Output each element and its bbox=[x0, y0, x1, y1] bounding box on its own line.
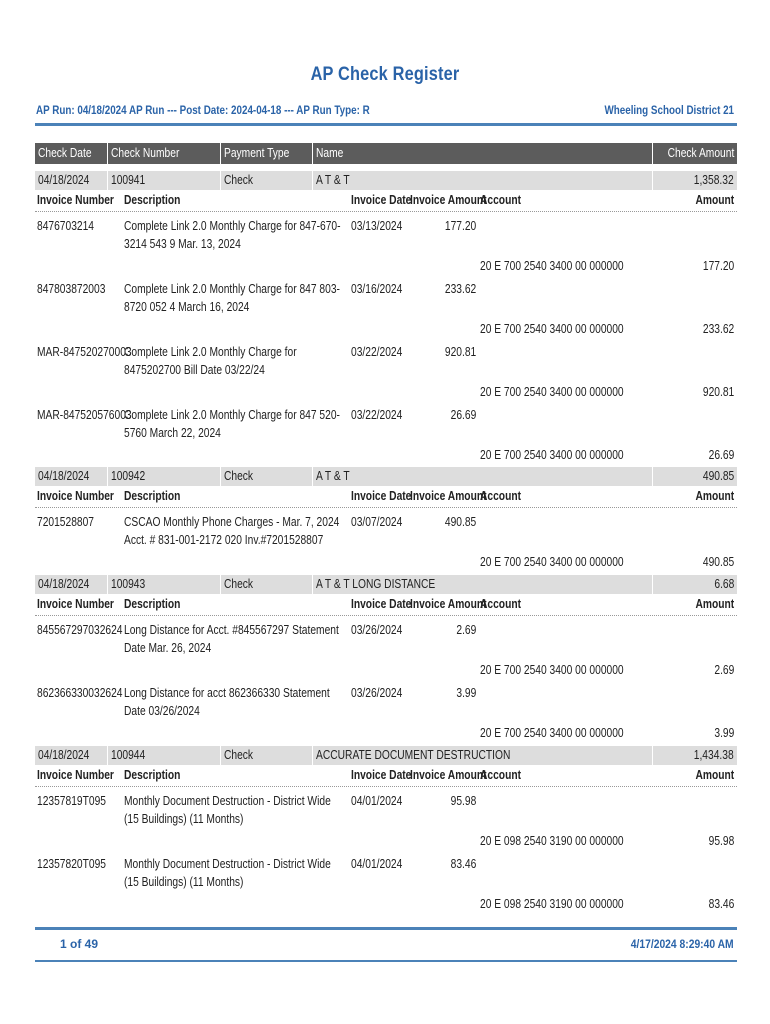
check-number: 100943 bbox=[111, 577, 146, 591]
check-amount: 1,434.38 bbox=[694, 748, 734, 762]
invoice-amount: 95.98 bbox=[450, 794, 476, 808]
header-divider bbox=[35, 507, 737, 508]
invoice-amount-header: Invoice Amount bbox=[410, 597, 487, 611]
invoice-date-header: Invoice Date bbox=[351, 193, 412, 207]
col-separator bbox=[220, 467, 221, 486]
invoice-amount: 26.69 bbox=[450, 408, 476, 422]
invoice-date: 03/16/2024 bbox=[351, 282, 403, 296]
header-divider bbox=[35, 615, 737, 616]
payee-name: A T & T bbox=[316, 469, 350, 483]
check-row bbox=[35, 171, 737, 190]
invoice-number: 12357819T095 bbox=[37, 794, 106, 808]
invoice-date: 03/07/2024 bbox=[351, 515, 403, 529]
line-amount: 233.62 bbox=[702, 322, 734, 336]
invoice-number: 845567297032624 bbox=[37, 623, 123, 637]
invoice-number-header: Invoice Number bbox=[37, 768, 114, 782]
account-code: 20 E 700 2540 3400 00 000000 bbox=[480, 726, 624, 740]
invoice-date: 03/26/2024 bbox=[351, 686, 403, 700]
amount-header: Amount bbox=[695, 768, 734, 782]
account-code: 20 E 700 2540 3400 00 000000 bbox=[480, 448, 624, 462]
check-number: 100942 bbox=[111, 469, 146, 483]
header-divider bbox=[35, 786, 737, 787]
line-amount: 177.20 bbox=[702, 259, 734, 273]
line-amount: 2.69 bbox=[714, 663, 734, 677]
payee-name: A T & T LONG DISTANCE bbox=[316, 577, 436, 591]
check-date: 04/18/2024 bbox=[38, 173, 90, 187]
account-code: 20 E 700 2540 3400 00 000000 bbox=[480, 555, 624, 569]
col-separator bbox=[220, 575, 221, 594]
invoice-number-header: Invoice Number bbox=[37, 193, 114, 207]
amount-header: Amount bbox=[695, 489, 734, 503]
check-row bbox=[35, 746, 737, 765]
col-separator bbox=[220, 746, 221, 765]
payee-name: ACCURATE DOCUMENT DESTRUCTION bbox=[316, 748, 511, 762]
description-header: Description bbox=[124, 597, 181, 611]
check-number: 100944 bbox=[111, 748, 146, 762]
col-check-amount: Check Amount bbox=[667, 146, 734, 160]
payment-type: Check bbox=[224, 577, 254, 591]
invoice-date: 03/22/2024 bbox=[351, 345, 403, 359]
col-payment-type: Payment Type bbox=[224, 146, 290, 160]
account-code: 20 E 700 2540 3400 00 000000 bbox=[480, 322, 624, 336]
check-row bbox=[35, 575, 737, 594]
line-amount: 83.46 bbox=[708, 897, 734, 911]
invoice-number: MAR-847520270003 bbox=[37, 345, 132, 359]
invoice-amount: 3.99 bbox=[456, 686, 476, 700]
header-divider bbox=[35, 211, 737, 212]
account-code: 20 E 098 2540 3190 00 000000 bbox=[480, 897, 624, 911]
invoice-number: 847803872003 bbox=[37, 282, 106, 296]
invoice-date-header: Invoice Date bbox=[351, 597, 412, 611]
invoice-date: 03/26/2024 bbox=[351, 623, 403, 637]
page-number: 1 of 49 bbox=[60, 937, 99, 951]
invoice-description: Complete Link 2.0 Monthly Charge for 847-670-3214 543 9 Mar. 13, 2024 bbox=[124, 219, 341, 251]
invoice-date: 03/13/2024 bbox=[351, 219, 403, 233]
col-separator bbox=[107, 171, 108, 190]
col-check-number: Check Number bbox=[111, 146, 180, 160]
invoice-amount: 2.69 bbox=[456, 623, 476, 637]
footer-rule bbox=[35, 927, 737, 930]
check-amount: 6.68 bbox=[714, 577, 734, 591]
col-separator bbox=[312, 143, 313, 164]
run-info: AP Run: 04/18/2024 AP Run --- Post Date: 2024-04-18 --- AP Run Type: R bbox=[36, 103, 370, 117]
account-header: Account bbox=[480, 597, 521, 611]
line-amount: 95.98 bbox=[708, 834, 734, 848]
account-code: 20 E 098 2540 3190 00 000000 bbox=[480, 834, 624, 848]
amount-header: Amount bbox=[695, 193, 734, 207]
account-code: 20 E 700 2540 3400 00 000000 bbox=[480, 385, 624, 399]
col-separator bbox=[107, 746, 108, 765]
description-header: Description bbox=[124, 489, 181, 503]
invoice-description: CSCAO Monthly Phone Charges - Mar. 7, 2024 Acct. # 831-001-2172 020 Inv.#7201528807 bbox=[124, 515, 340, 547]
invoice-description: Long Distance for Acct. #845567297 Statement Date Mar. 26, 2024 bbox=[124, 623, 339, 655]
col-separator bbox=[107, 575, 108, 594]
invoice-amount: 920.81 bbox=[444, 345, 476, 359]
description-header: Description bbox=[124, 768, 181, 782]
account-code: 20 E 700 2540 3400 00 000000 bbox=[480, 663, 624, 677]
col-separator bbox=[107, 143, 108, 164]
invoice-amount-header: Invoice Amount bbox=[410, 768, 487, 782]
invoice-date-header: Invoice Date bbox=[351, 768, 412, 782]
invoice-number: 8476703214 bbox=[37, 219, 95, 233]
invoice-description: Complete Link 2.0 Monthly Charge for 847 803-8720 052 4 March 16, 2024 bbox=[124, 282, 340, 314]
invoice-amount: 233.62 bbox=[444, 282, 476, 296]
invoice-description: Monthly Document Destruction - District Wide (15 Buildings) (11 Months) bbox=[124, 794, 331, 826]
footer-bottom-rule bbox=[35, 960, 737, 962]
col-separator bbox=[652, 746, 653, 765]
payment-type: Check bbox=[224, 748, 254, 762]
col-check-date: Check Date bbox=[38, 146, 92, 160]
check-date: 04/18/2024 bbox=[38, 748, 90, 762]
column-header-bar bbox=[35, 143, 737, 164]
invoice-amount-header: Invoice Amount bbox=[410, 489, 487, 503]
col-separator bbox=[107, 467, 108, 486]
amount-header: Amount bbox=[695, 597, 734, 611]
col-separator bbox=[652, 143, 653, 164]
col-separator bbox=[312, 467, 313, 486]
col-separator bbox=[312, 171, 313, 190]
invoice-number-header: Invoice Number bbox=[37, 489, 114, 503]
description-header: Description bbox=[124, 193, 181, 207]
invoice-description: Monthly Document Destruction - District Wide (15 Buildings) (11 Months) bbox=[124, 857, 331, 889]
invoice-description: Complete Link 2.0 Monthly Charge for 8475202700 Bill Date 03/22/24 bbox=[124, 345, 297, 377]
invoice-date: 03/22/2024 bbox=[351, 408, 403, 422]
check-row bbox=[35, 467, 737, 486]
invoice-number: 12357820T095 bbox=[37, 857, 106, 871]
invoice-description: Complete Link 2.0 Monthly Charge for 847 520-5760 March 22, 2024 bbox=[124, 408, 340, 440]
account-header: Account bbox=[480, 768, 521, 782]
invoice-number: 7201528807 bbox=[37, 515, 95, 529]
col-separator bbox=[220, 171, 221, 190]
payment-type: Check bbox=[224, 469, 254, 483]
col-separator bbox=[652, 171, 653, 190]
district-name: Wheeling School District 21 bbox=[604, 103, 734, 117]
col-separator bbox=[312, 575, 313, 594]
col-separator bbox=[652, 467, 653, 486]
check-date: 04/18/2024 bbox=[38, 469, 90, 483]
invoice-date-header: Invoice Date bbox=[351, 489, 412, 503]
account-header: Account bbox=[480, 193, 521, 207]
invoice-description: Long Distance for acct 862366330 Statement Date 03/26/2024 bbox=[124, 686, 330, 718]
line-amount: 490.85 bbox=[702, 555, 734, 569]
invoice-amount: 490.85 bbox=[444, 515, 476, 529]
col-separator bbox=[652, 575, 653, 594]
invoice-date: 04/01/2024 bbox=[351, 794, 403, 808]
account-code: 20 E 700 2540 3400 00 000000 bbox=[480, 259, 624, 273]
invoice-date: 04/01/2024 bbox=[351, 857, 403, 871]
check-amount: 490.85 bbox=[702, 469, 734, 483]
line-amount: 26.69 bbox=[708, 448, 734, 462]
invoice-amount: 83.46 bbox=[450, 857, 476, 871]
invoice-number-header: Invoice Number bbox=[37, 597, 114, 611]
account-header: Account bbox=[480, 489, 521, 503]
col-separator bbox=[312, 746, 313, 765]
header-rule bbox=[35, 123, 737, 126]
invoice-amount-header: Invoice Amount bbox=[410, 193, 487, 207]
line-amount: 920.81 bbox=[702, 385, 734, 399]
invoice-amount: 177.20 bbox=[444, 219, 476, 233]
check-number: 100941 bbox=[111, 173, 146, 187]
check-date: 04/18/2024 bbox=[38, 577, 90, 591]
check-amount: 1,358.32 bbox=[694, 173, 734, 187]
invoice-number: 862366330032624 bbox=[37, 686, 123, 700]
line-amount: 3.99 bbox=[714, 726, 734, 740]
payment-type: Check bbox=[224, 173, 254, 187]
payee-name: A T & T bbox=[316, 173, 350, 187]
print-timestamp: 4/17/2024 8:29:40 AM bbox=[631, 937, 734, 951]
col-separator bbox=[220, 143, 221, 164]
col-name: Name bbox=[316, 146, 344, 160]
report-title: AP Check Register bbox=[310, 64, 460, 85]
invoice-number: MAR-847520576003 bbox=[37, 408, 132, 422]
